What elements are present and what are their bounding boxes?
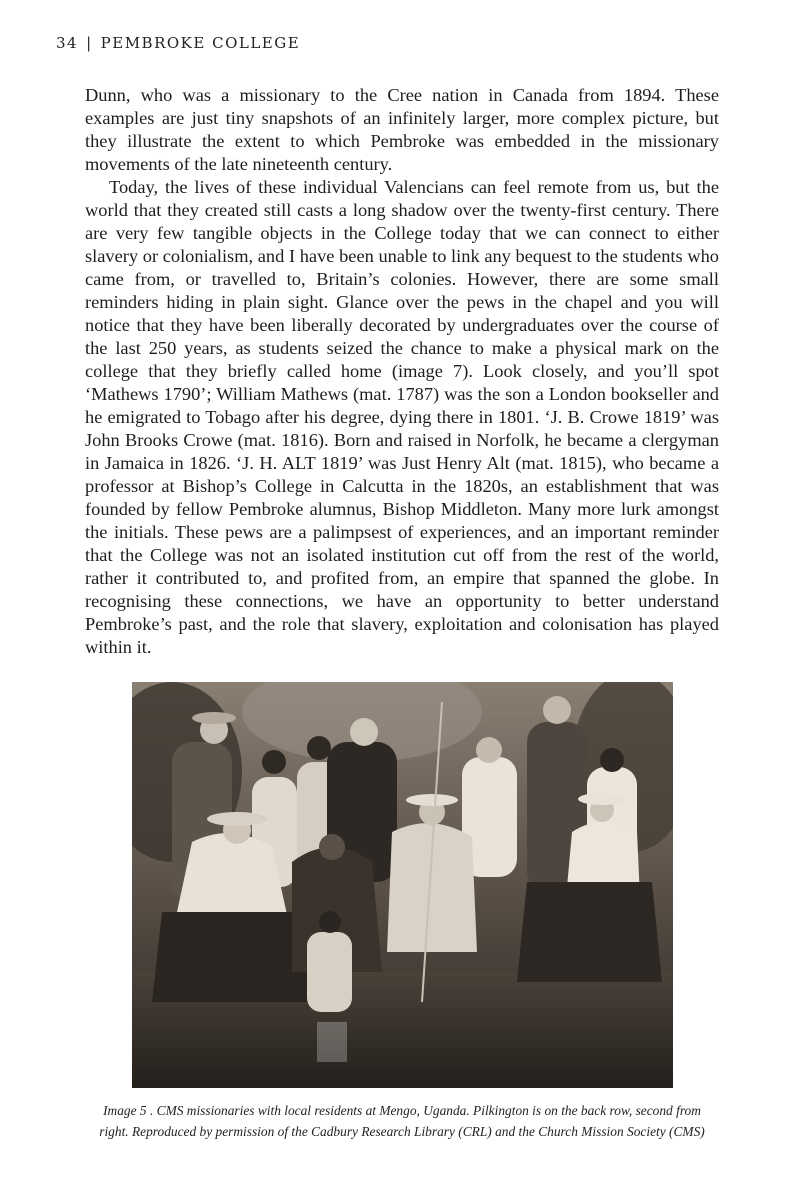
running-header <box>56 34 300 52</box>
header-separator: | <box>86 34 93 52</box>
caption-line-2: right. Reproduced by permission of the Cadbury Research Library (CRL) and the Church Mission Society (CMS) <box>99 1124 705 1139</box>
figure-caption <box>80 1100 724 1142</box>
page-number: 34 <box>56 34 79 52</box>
body-text <box>85 84 719 659</box>
light-glare <box>317 1022 347 1062</box>
historical-photograph <box>132 682 673 1088</box>
running-title: PEMBROKE COLLEGE <box>100 34 301 52</box>
caption-line-1: Image 5 . CMS missionaries with local residents at Mengo, Uganda. Pilkington is on the back row, second from <box>103 1103 701 1118</box>
photo-illustration <box>132 682 673 1088</box>
paragraph-2: Today, the lives of these individual Valencians can feel remote from us, but the world that they created still casts a long shadow over the twenty-first century. There are very few tangible objects in the College today that we can connect to either slavery or colonialism, and I have been unable to link any bequest to the students who came from, or travelled to, Britain’s colonies. However, there are some small reminders hiding in plain sight. Glance over the pews in the chapel and you will notice that they have been liberally decorated by undergraduates over the course of the last 250 years, as students seized the chance to make a physical mark on the college that they briefly called home (image 7). Look closely, and you’ll spot ‘Mathews 1790’; William Mathews (mat. 1787) was the son a London bookseller and he emigrated to Tobago after his degree, dying there in 1801. ‘J. B. Crowe 1819’ was John Brooks Crowe (mat. 1816). Born and raised in Norfolk, he became a clergyman in Jamaica in 1826. ‘J. H. ALT 1819’ was Just Henry Alt (mat. 1815), who became a professor at Bishop’s College in Calcutta in the 1820s, an establishment that was founded by fellow Pembroke alumnus, Bishop Middleton. Many more lurk amongst the initials. These pews are a palimpsest of experiences, and an important reminder that the College was not an isolated institution cut off from the rest of the world, rather it contributed to, and profited from, an empire that spanned the globe. In recognising these connections, we have an opportunity to better understand Pembroke’s past, and the role that slavery, exploitation and colonisation has played within it. <box>85 177 719 657</box>
paragraph-1: Dunn, who was a missionary to the Cree nation in Canada from 1894. These examples are just tiny snapshots of an infinitely larger, more complex picture, but they illustrate the extent to which Pembroke was embedded in the missionary movements of the late nineteenth century. <box>85 85 719 174</box>
